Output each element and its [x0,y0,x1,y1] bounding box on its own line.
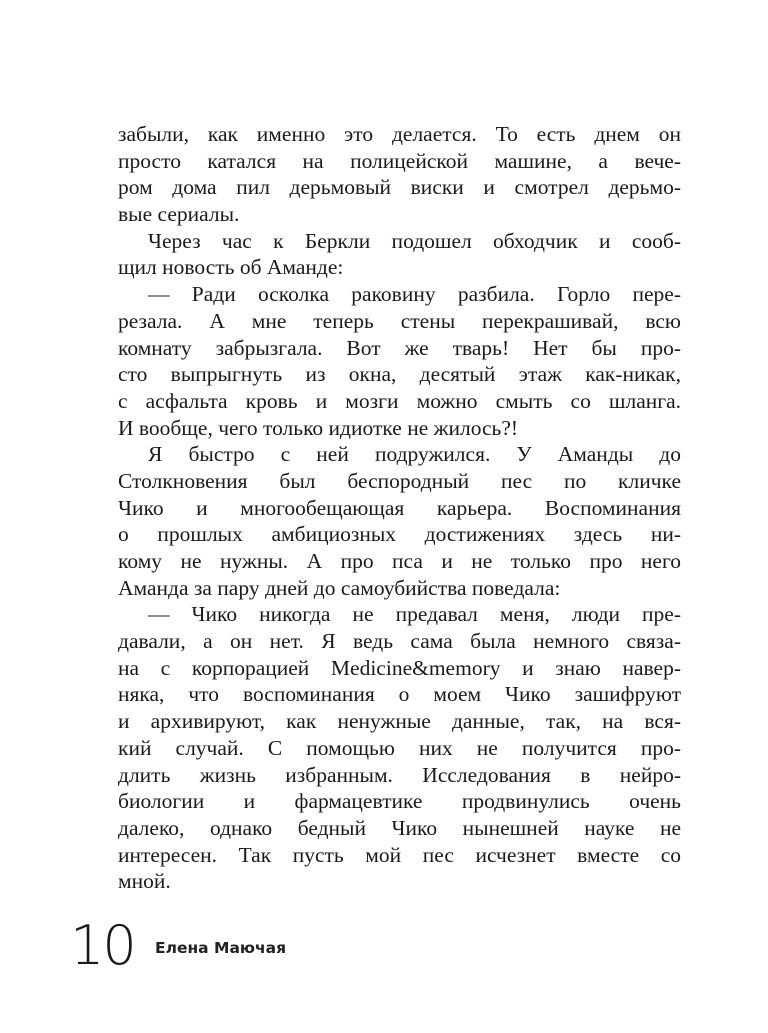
text-line: Аманда за пару дней до самоубийства поведала: [118,575,561,600]
text-line: — Чико никогда не предавал меня, люди пре- [148,602,681,627]
page-number: 10 [70,914,135,977]
text-line: интересен. Так пусть мой пес исчезнет вместе со [118,842,681,867]
text-line: вые сериалы. [118,202,240,227]
text-line: — Ради осколка раковину разбила. Горло пере- [148,282,681,307]
text-line: биологии и фармацевтике продвинулись очень [118,789,681,814]
text-line: с асфальта кровь и мозги можно смыть со шланга. [118,388,681,413]
text-line: Я быстро с ней подружился. У Аманды до [148,442,681,467]
text-line: кому не нужны. А про пса и не только про него [118,549,681,573]
text-line: комнату забрызгала. Вот же тварь! Нет бы про- [118,335,681,360]
text-line: И вообще, чего только идиотке не жилось?! [118,415,519,440]
text-line: на с корпорацией Medicine&memory и знаю навер- [118,655,681,680]
text-line: и архивируют, как ненужные данные, так, на вся- [118,709,681,734]
text-line: кий случай. С помощью них не получится про- [118,735,681,760]
text-line: Чико и многообещающая карьера. Воспоминания [118,495,681,520]
text-line: Столкновения был беспородный пес по кличке [118,468,681,493]
text-line: Через час к Беркли подошел обходчик и сооб- [148,228,681,253]
text-line: мной. [118,869,171,894]
text-line: ром дома пил дерьмовый виски и смотрел дерьмо- [118,175,681,200]
text-line: забыли, как именно это делается. То есть днем он [118,122,681,146]
text-line: длить жизнь избранным. Исследования в нейро- [118,762,681,787]
text-line: просто катался на полицейской машине, а вече- [118,148,681,173]
text-line: сто выпрыгнуть из окна, десятый этаж как-никак, [118,362,681,387]
body-text [118,121,681,895]
text-line: няка, что воспоминания о моем Чико зашифруют [118,682,681,707]
text-line: резала. А мне теперь стены перекрашивай, всю [118,308,681,333]
text-line: о прошлых амбициозных достижениях здесь ни- [118,522,681,547]
text-line: далеко, однако бедный Чико нынешней науке не [118,815,681,840]
text-line: щил новость об Аманде: [118,255,344,280]
text-line: давали, а он нет. Я ведь сама была немного связа- [118,629,681,654]
running-footer-author: Елена Маючая [155,939,287,957]
